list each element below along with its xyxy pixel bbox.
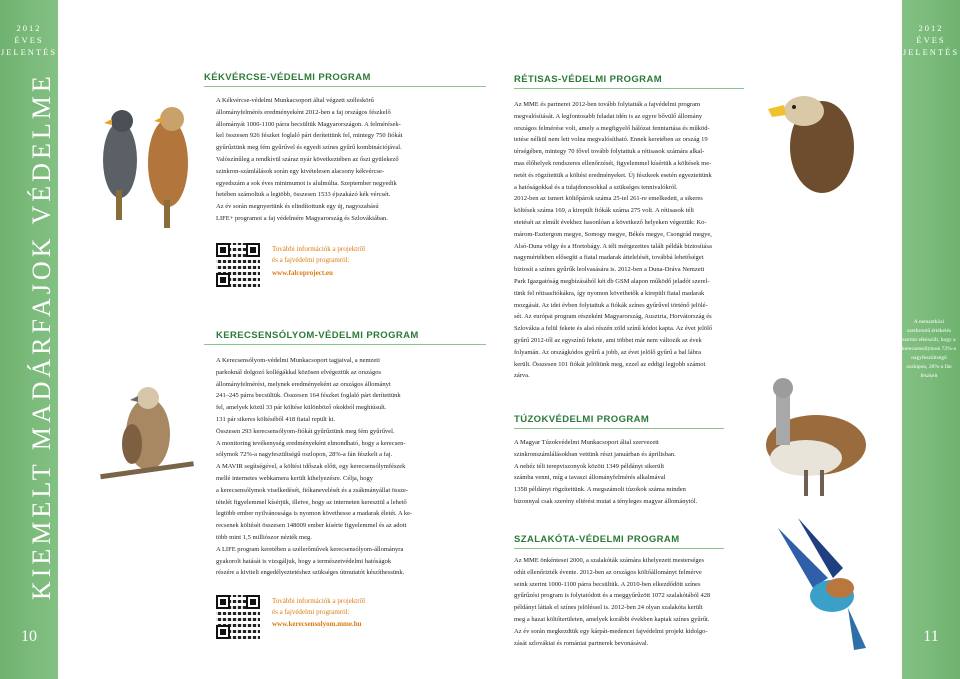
page-number-left: 10 (21, 628, 37, 645)
right-sidebar (902, 0, 960, 679)
kekvercse-body: A Kékvércse-védelmi Munkacsoport által végzett széleskörű állományfelmérés eredményeként 2012-ben a faj országos fészkelő állományát 1000-1100 párra becsültük Magyarországon. A felmérések- kel összesen 926 fészket foglaló párt derítettünk fel, mintegy 750 fiókát gyűrűztünk meg fém gyűrűvel és egyedi színes gyűrű kombinációjával. Valószínűleg a rendkívül száraz nyár következtében az őszi gyülekező szinkron-számlálások során egy kivételesen alacsony kékvércse- egyedszám a sok éves minimumot is alulmúlta. Szeptember negyedik hetében számoltuk a legtöbb, összesen 1533 éjszakázó kék vércsét. Az év során megnyertünk és elindítottunk egy új, nagyszabású LIFE+ programot a faj védelmére Magyarország és Szlovákiában. (216, 97, 403, 222)
saker-falcon-photo (90, 382, 200, 490)
tuzok-heading: TÚZOKVÉDELMI PROGRAM (514, 414, 650, 425)
european-roller-photo (758, 508, 878, 658)
kerecsen-link[interactable]: www.kerecsensolyom.mme.hu (272, 620, 362, 628)
kerecsen-heading: KERECSENSÓLYOM-VÉDELMI PROGRAM (216, 330, 419, 341)
sidebar-year-right: 2012 ÉVES (916, 23, 946, 45)
great-bustard-photo (746, 360, 876, 500)
retisas-rule (514, 88, 744, 89)
white-tailed-eagle-photo (760, 85, 870, 205)
sidebar-report-right: JELENTÉS (902, 47, 960, 57)
kekvercse-rule (204, 86, 486, 87)
qr-code-falcoproject[interactable] (216, 243, 260, 287)
tuzok-rule (514, 428, 724, 429)
sidebar-report-title-right (902, 22, 960, 58)
kekvercse-more-info: További információk a projektről és a fajvédelmi programról: (272, 245, 366, 264)
kekvercse-heading: KÉKVÉRCSE-VÉDELMI PROGRAM (204, 72, 371, 83)
retisas-heading: RÉTISAS-VÉDELMI PROGRAM (514, 74, 663, 85)
page-number-right: 11 (923, 628, 939, 645)
falcoproject-link[interactable]: www.falcoproject.eu (272, 269, 333, 277)
qr-code-kerecsen[interactable] (216, 595, 260, 639)
kerecsen-body: A Kerecsensólyom-védelmi Munkacsoport tagjaival, a nemzeti parkoknál dolgozó kollégákkal közösen elvégeztük az országos állományfelmérést, melynek eredményeként az országos állományt 241–245 párra becsültük. Összesen 164 fészket foglaló párt derítettünk fel, amelyek közül 33 pár költése különböző okokból meghiúsult. 131 pár sikeres költéséből 418 fiatal repült ki. Összesen 293 kerecsensólyom-fiókát gyűrűztünk meg fém gyűrűvel. A monitoring tevékenység eredményeként elmondható, hogy a kerecsen- sólymok 72%-a nagyfeszültségű oszlopon, 28%-a fán fészkelt a faj. A MAVIR segítségével, a költési időszak előtt, egy kerecsensólymfészek mellé internetes webkamera került kihelyezésre. Célja, hogy a kerecsensólymok viselkedését, fiókanevelését és a zsákmányállat össze- tételét figyelemmel kísérjük, illetve, hogy az interneten keresztül a lehető legtöbb ember nyilvánossága is nyomon követhesse a madarak életét. A ke- recsenek költését összesen 148009 ember kísérte figyelemmel és az adott több mint 1,5 milliószor nézték meg. A LIFE program keretében a szélerőművek kerecsensólyom-állományra gyakorolt hatását is vizsgáljuk, hogy a természetvédelmi hatóságok részére a kiviteli engedélyeztetéshez szükséges útmutatót készíthessünk. (216, 357, 413, 577)
sidebar-year: 2012 ÉVES (14, 23, 44, 45)
red-footed-falcon-photo (90, 95, 202, 230)
szalakota-body: Az MME önkéntesei 2000, a szalakóták számára kihelyezett mesterséges odút ellenőrizték évente. 2012-ben az országos költőállományt felmérve seink szerint 1000-1100 párra becsültük. A 2010-ben elkezdődött színes gyűrűzési program is folytatódott és a meggyűrűzött 1072 szalakótából 428 példányt láttak el színes jelöléssel is. 2012-ben 24 olyan szalakóta került meg a hazai költőterületen, amelyek korábbi években kaptak színes gyűrűt. Az év során megkezdtük egy kárpát-medencei fajvédelmi projekt kidolgo- zását szlovákiai és romániai partnerek bevonásával. (514, 557, 711, 647)
szalakota-heading: SZALAKÓTA-VÉDELMI PROGRAM (514, 534, 680, 545)
sidebar-report: JELENTÉS (0, 47, 58, 57)
kerecsen-rule (204, 344, 486, 345)
retisas-body: Az MME és partnerei 2012-ben tovább folytatták a fajvédelmi program megvalósítását. A legfontosabb feladat idén is az egyre bővülő állomány országos felmérése volt, amely a megfigyelő hálózat fenntartása és működ- tetése nélkül nem lett volna megvalósítható. Ennek keretében az ország 19 térségében, mintegy 70 fővel tovább folytattuk a rétisasok számára alkal- mas élőhelyek rendszeres ellenőrzését, figyelemmel kísértük a költések me- netét és rögzítettük a költési eredményeket. Új fészkeek esetén egyeztettünk a hatóságokkal és a tulajdonosokkal a szükséges tennivalókról. 2012-ben az ismert költőpárok száma 25-tel 261-re emelkedett, a sikeres költések száma 169, a kirepült fiókák száma 275 volt. A rétisasok téli etetését az elmúlt évekhez hasonlóan a következő helyeken végeztük: Ko- márom-Esztergom megye, Somogy megye, Békés megye, Csongrád megye, Alsó-Duna völgy és a Hortobágy. A téli mérgezettes talált példák biztosítása nagymértékben elősegíti a fiatal madarak áttelelését, továbbá lehetőséget biztosít a színes gyűrűk leolvasására is. 2012-ben a Duna-Dráva Nemzeti Park Igazgatóság megbízásából két db GSM alapon működő jeladót szerel- tünk fel rétisasfiókákra, így nyomon követhetők a kirepült fiatal madarak mozgását. Az idei évben folytattuk a fiókák színes gyűrűvel történő jelölé- sét. Az európai program részeként Magyarország, Ausztria, Horvátország és Szlovákia a felül fekete és alsó részén zöld színű kódot kapta. Az évet jelölő gyűrű 2012-től az egyszínű fekete, ami többet már nem változik az évek folyamán. Az országkódos gyűrű a jobb, az évet jelölő gyűrű a bal lábra került. Összesen 101 fiókát jelöltünk meg, ezzel az eddigi legjobb számot zárva. (514, 101, 713, 380)
vertical-section-title: KIEMELT MADÁRFAJOK VÉDELME (27, 72, 56, 600)
kerecsen-more-info: További információk a projektről és a fajvédelmi programról: (272, 597, 366, 616)
szalakota-rule (514, 548, 724, 549)
sidebar-note: A nemzetközi szerkezetű értékelés szerint elkészült, hogy a kerecsensólymok 72%-a nagyfeszültségű oszlopon, 28%-a fán fészkelt (902, 319, 956, 379)
tuzok-body: A Magyar Túzokvédelmi Munkacsoport által szervezett szinkronszámlálásokban vettünk részt januárban és áprilisban. A nehéz téli terepviszonyok között 1349 példányt sikerült számba venni, míg a tavaszi állományfelmérés alkalmával 1358 példányt rögzítettünk. A megszámolt túzokok száma minden bizonnyal csak szerény eltérést mutat a tényleges magyar állománytól. (514, 439, 698, 505)
left-sidebar (0, 0, 58, 679)
sidebar-report-title (0, 22, 58, 58)
